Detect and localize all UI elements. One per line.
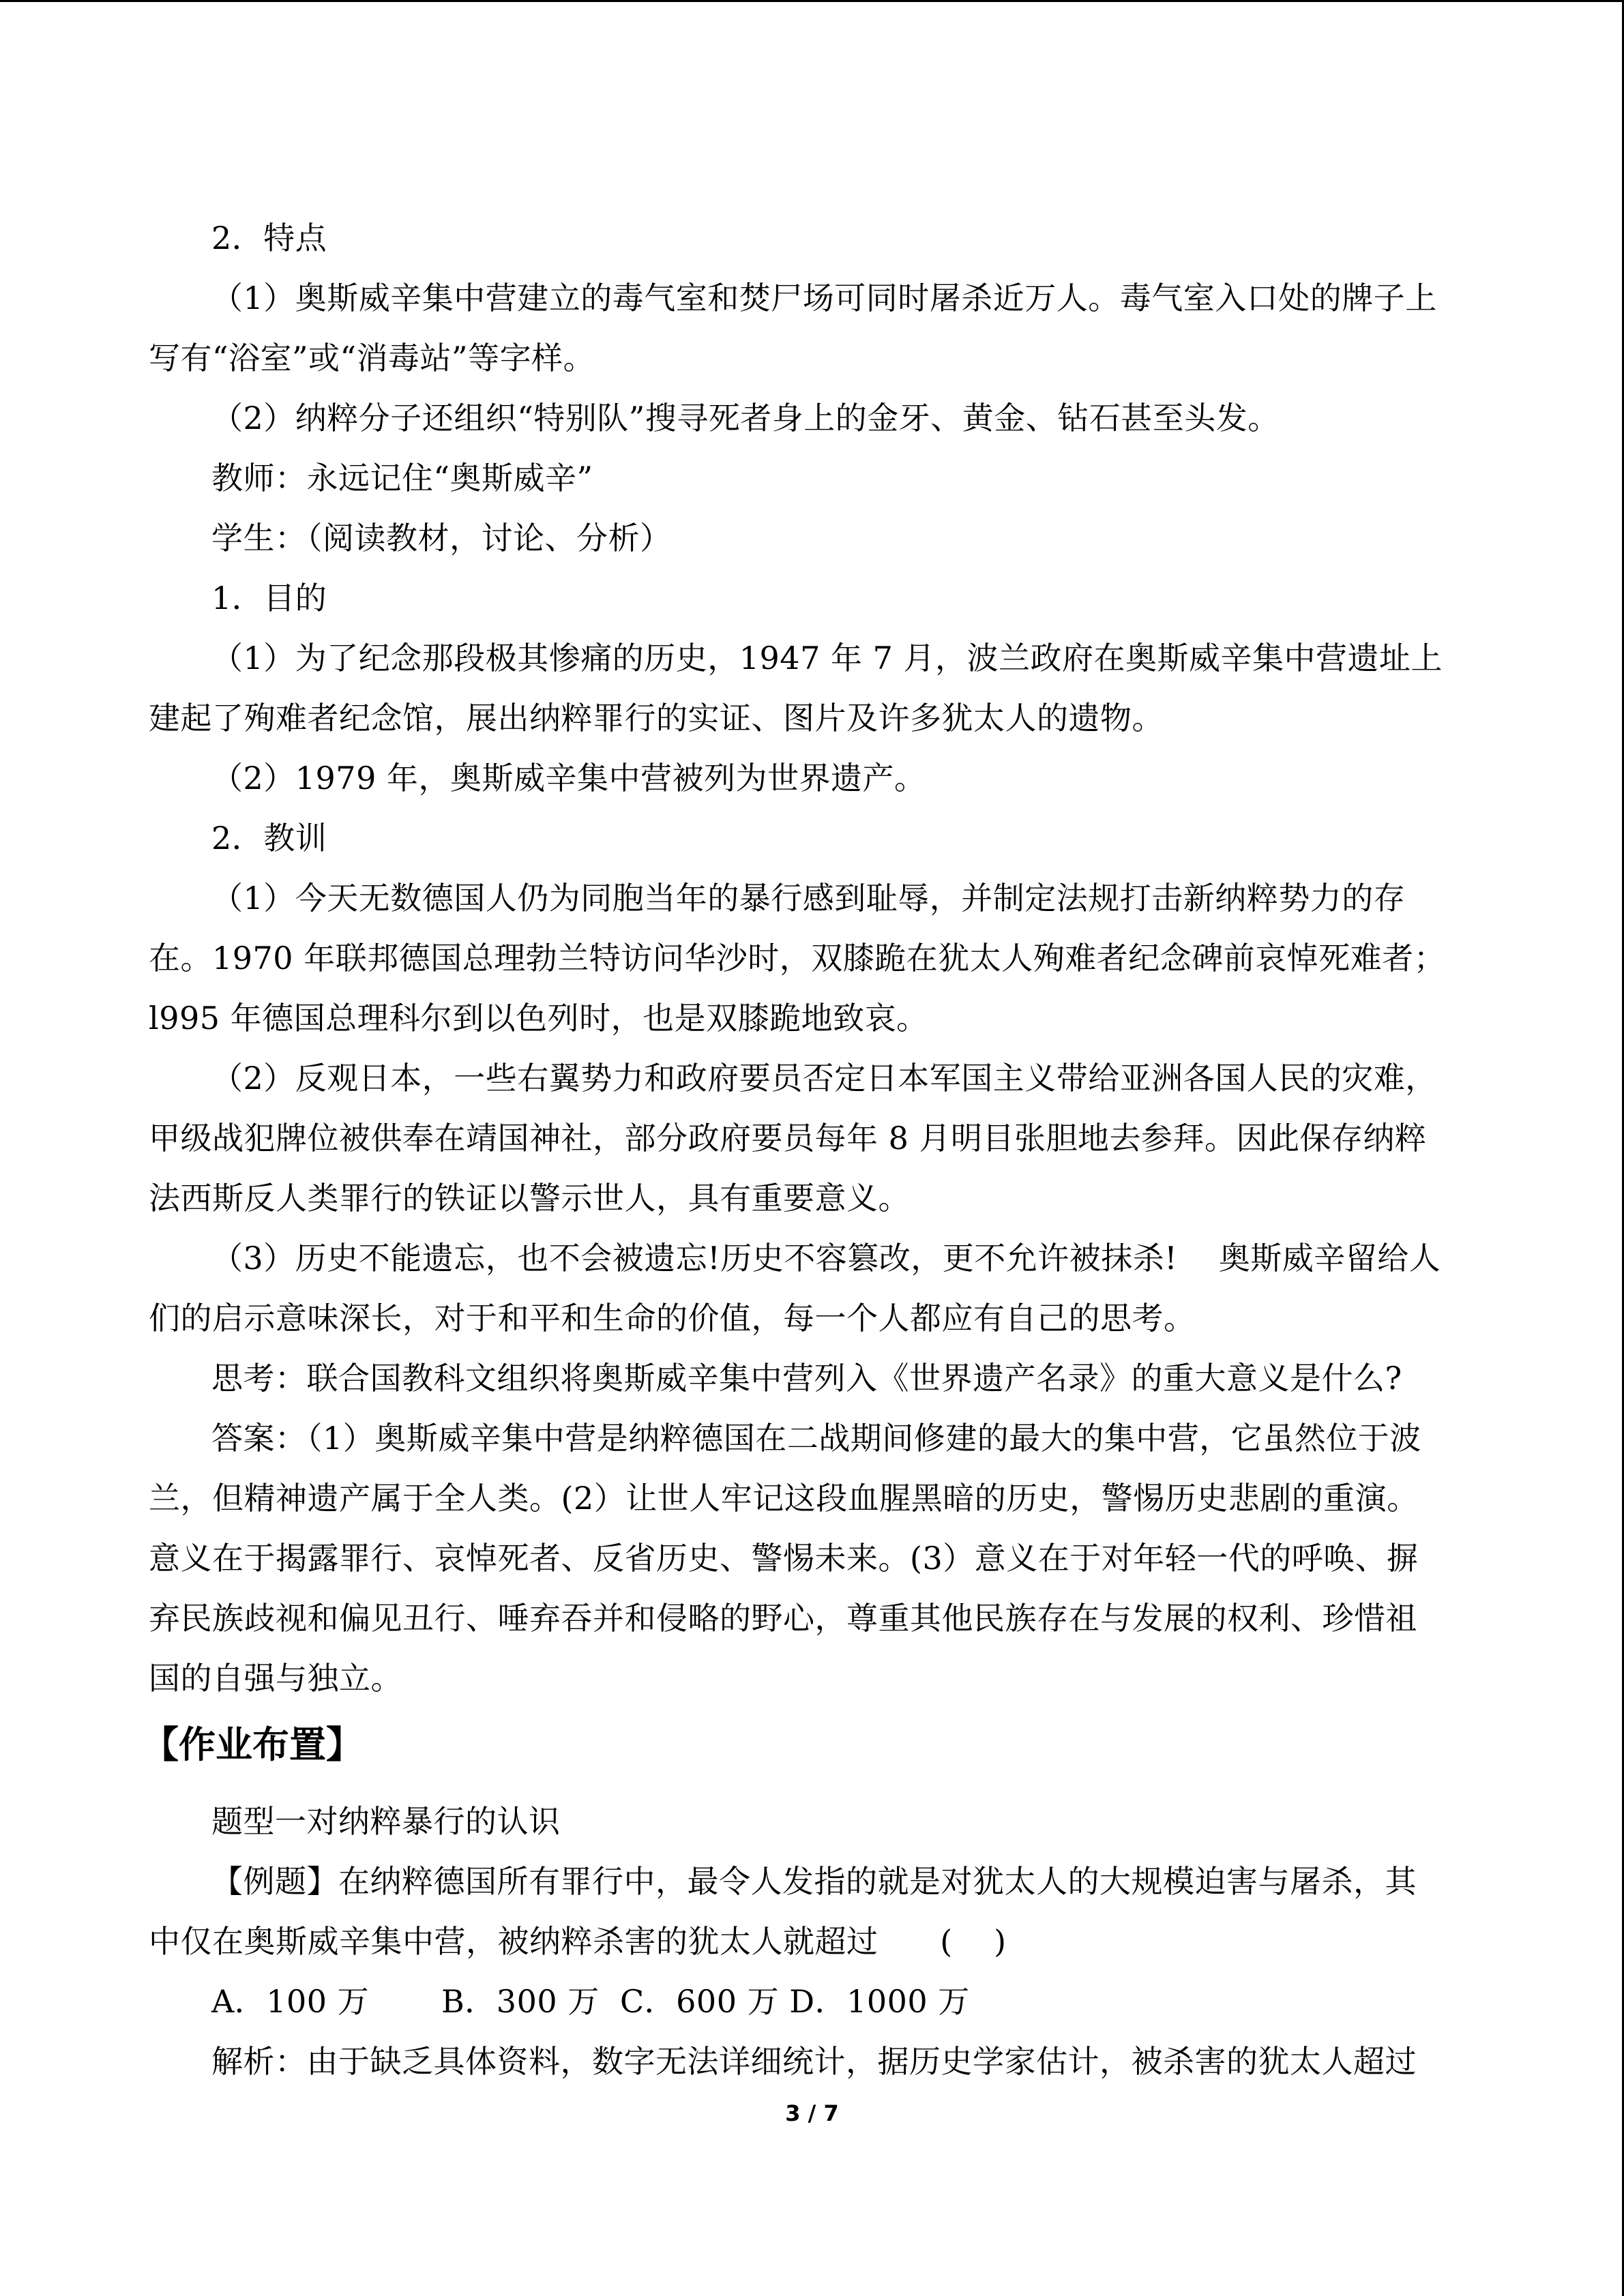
section-heading-lessons: 2．教训 <box>211 820 327 856</box>
page-number: 3 / 7 <box>785 2100 839 2126</box>
document-body <box>142 208 1475 2091</box>
answer-line: 兰，但精神遗产属于全人类。(2）让世人牢记这段血腥黑暗的历史，警惕历史悲剧的重演。 <box>149 1480 1419 1517</box>
paragraph-line: 建起了殉难者纪念馆，展出纳粹罪行的实证、图片及许多犹太人的遗物。 <box>149 700 1164 736</box>
question-type-line: 题型一对纳粹暴行的认识 <box>211 1803 561 1840</box>
student-line: 学生：（阅读教材，讨论、分析） <box>211 520 672 556</box>
question-line: 思考：联合国教科文组织将奥斯威辛集中营列入《世界遗产名录》的重大意义是什么? <box>211 1360 1402 1397</box>
answer-line: 答案：（1）奥斯威辛集中营是纳粹德国在二战期间修建的最大的集中营，它虽然位于波 <box>211 1420 1421 1457</box>
explanation-line: 解析：由于缺乏具体资料，数字无法详细统计，据历史学家估计，被杀害的犹太人超过 <box>211 2043 1417 2080</box>
paragraph-line: （1）奥斯威辛集中营建立的毒气室和焚尸场可同时屠杀近万人。毒气室入口处的牌子上 <box>211 280 1437 316</box>
paragraph-line: （2）纳粹分子还组织“特别队”搜寻死者身上的金牙、黄金、钻石甚至头发。 <box>211 400 1280 436</box>
paragraph-line: （2）反观日本，一些右翼势力和政府要员否定日本军国主义带给亚洲各国人民的灾难， <box>211 1060 1437 1097</box>
paragraph-line: （1）为了纪念那段极其惨痛的历史，1947 年 7 月，波兰政府在奥斯威辛集中营遗址上 <box>211 640 1443 676</box>
section-heading-purpose: 1．目的 <box>211 580 327 616</box>
example-question-line: 中仅在奥斯威辛集中营，被纳粹杀害的犹太人就超过 ( ) <box>149 1923 1007 1960</box>
teacher-line: 教师：永远记住“奥斯威辛” <box>211 460 593 496</box>
paragraph-line: 甲级战犯牌位被供奉在靖国神社，部分政府要员每年 8 月明目张胆地去参拜。因此保存纳粹 <box>149 1120 1427 1157</box>
answer-line: 国的自强与独立。 <box>149 1660 402 1697</box>
homework-heading: 【作业布置】 <box>142 1723 363 1766</box>
page-border-top <box>0 0 1624 2</box>
example-question-line: 【例题】在纳粹德国所有罪行中，最令人发指的就是对犹太人的大规模迫害与屠杀，其 <box>211 1863 1417 1900</box>
paragraph-line: （3）历史不能遗忘，也不会被遗忘!历史不容篡改，更不允许被抹杀! 奥斯威辛留给人 <box>211 1240 1441 1277</box>
paragraph-line: 法西斯反人类罪行的铁证以警示世人，具有重要意义。 <box>149 1180 910 1217</box>
answer-line: 弃民族歧视和偏见丑行、唾弃吞并和侵略的野心，尊重其他民族存在与发展的权利、珍惜祖 <box>149 1600 1417 1637</box>
answer-options-line: A．100 万 B．300 万 C．600 万 D．1000 万 <box>211 1983 970 2020</box>
section-heading-features: 2．特点 <box>211 220 327 256</box>
paragraph-line: 写有“浴室”或“消毒站”等字样。 <box>149 340 595 376</box>
paragraph-line: 们的启示意味深长，对于和平和生命的价值，每一个人都应有自己的思考。 <box>149 1300 1196 1337</box>
paragraph-line: （1）今天无数德国人仍为同胞当年的暴行感到耻辱，并制定法规打击新纳粹势力的存 <box>211 880 1406 916</box>
answer-line: 意义在于揭露罪行、哀悼死者、反省历史、警惕未来。(3）意义在于对年轻一代的呼唤、摒 <box>149 1540 1419 1577</box>
paragraph-line: l995 年德国总理科尔到以色列时，也是双膝跪地致哀。 <box>149 1000 928 1037</box>
paragraph-line: （2）1979 年，奥斯威辛集中营被列为世界遗产。 <box>211 760 926 796</box>
paragraph-line: 在。1970 年联邦德国总理勃兰特访问华沙时，双膝跪在犹太人殉难者纪念碑前哀悼死难者； <box>149 940 1446 976</box>
